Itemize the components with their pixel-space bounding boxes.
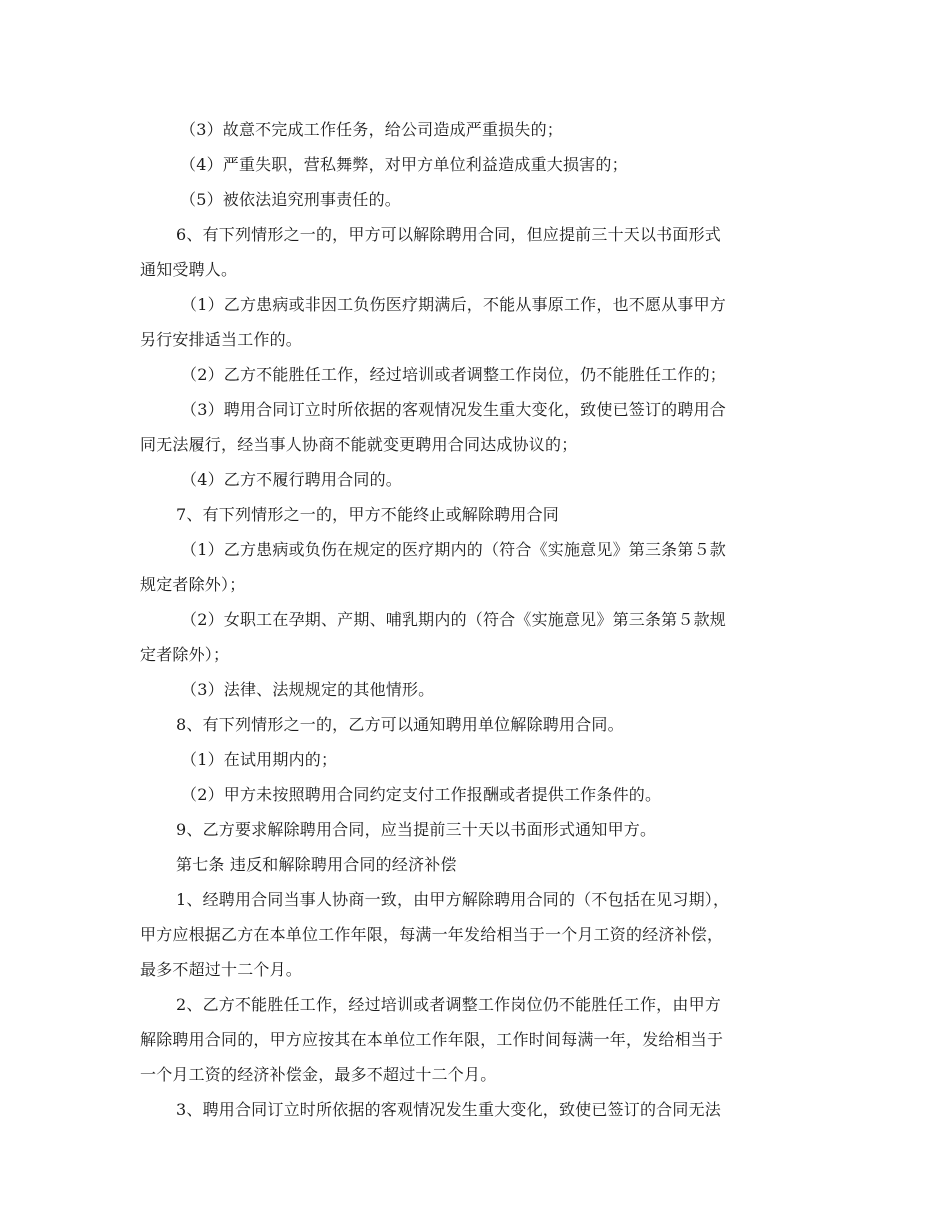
paragraph-line: （3）法律、法规规定的其他情形。 [181,680,435,699]
paragraph-line: 7、有下列情形之一的，甲方不能终止或解除聘用合同 [176,505,559,524]
paragraph-line: 定者除外）； [140,645,230,664]
paragraph-line: （1）乙方患病或负伤在规定的医疗期内的（符合《实施意见》第三条第５款 [181,540,726,559]
paragraph-line: （4）严重失职，营私舞弊，对甲方单位利益造成重大损害的； [180,155,628,174]
paragraph-line: （4）乙方不履行聘用合同的。 [181,470,402,489]
paragraph-line: 9、乙方要求解除聘用合同，应当提前三十天以书面形式通知甲方。 [176,820,657,839]
paragraph-line: 甲方应根据乙方在本单位工作年限，每满一年发给相当于一个月工资的经济补偿， [140,925,724,944]
paragraph-line: 通知受聘人。 [140,260,238,279]
paragraph-line: 3、聘用合同订立时所依据的客观情况发生重大变化，致使已签订的合同无法 [176,1100,721,1119]
paragraph-line: （1）乙方患病或非因工负伤医疗期满后，不能从事原工作，也不愿从事甲方 [181,295,726,314]
paragraph-line: 规定者除外）； [140,575,246,594]
paragraph-line: （1）在试用期内的； [181,750,338,769]
paragraph-line: 一个月工资的经济补偿金，最多不超过十二个月。 [140,1065,497,1084]
paragraph-line: （3）聘用合同订立时所依据的客观情况发生重大变化，致使已签订的聘用合 [181,400,726,419]
paragraph-line: 另行安排适当工作的。 [140,330,303,349]
paragraph-line: 8、有下列情形之一的，乙方可以通知聘用单位解除聘用合同。 [176,715,624,734]
paragraph-line: （3）故意不完成工作任务，给公司造成严重损失的； [180,120,563,139]
section-heading: 第七条 违反和解除聘用合同的经济补偿 [176,855,457,874]
paragraph-line: 同无法履行，经当事人协商不能就变更聘用合同达成协议的； [140,435,578,454]
paragraph-line: 6、有下列情形之一的，甲方可以解除聘用合同，但应提前三十天以书面形式 [176,225,721,244]
paragraph-line: （2）乙方不能胜任工作，经过培训或者调整工作岗位，仍不能胜任工作的； [181,365,726,384]
paragraph-line: （2）甲方未按照聘用合同约定支付工作报酬或者提供工作条件的。 [181,785,662,804]
paragraph-line: 解除聘用合同的，甲方应按其在本单位工作年限，工作时间每满一年，发给相当于 [140,1030,724,1049]
document-body [140,112,820,1127]
paragraph-line: 2、乙方不能胜任工作，经过培训或者调整工作岗位仍不能胜任工作，由甲方 [176,995,721,1014]
paragraph-line: 1、经聘用合同当事人协商一致，由甲方解除聘用合同的（不包括在见习期）， [176,890,730,909]
paragraph-line: （2）女职工在孕期、产期、哺乳期内的（符合《实施意见》第三条第５款规 [181,610,726,629]
paragraph-line: （5）被依法追究刑事责任的。 [180,190,401,209]
paragraph-line: 最多不超过十二个月。 [140,960,303,979]
